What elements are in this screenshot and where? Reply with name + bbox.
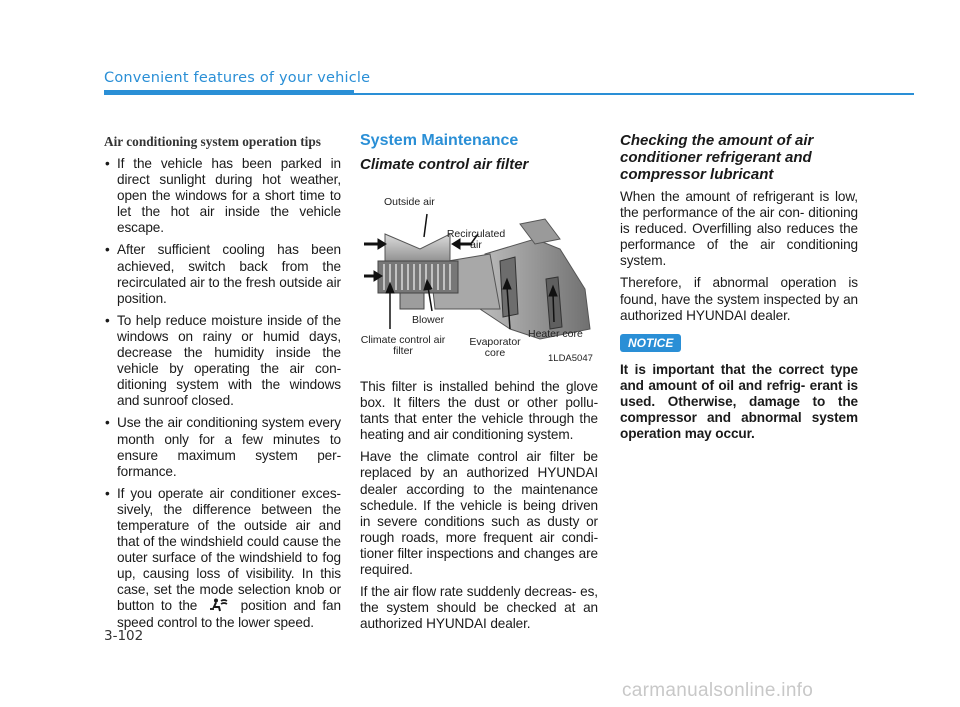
- notice-badge: NOTICE: [620, 334, 681, 352]
- label-climate-filter: Climate control air filter: [360, 334, 446, 357]
- list-item: • Use the air conditioning system every month only for a few minutes to ensure maximum system per- formance.: [104, 415, 341, 479]
- list-item: • After sufficient cooling has been achieved, switch back from the recirculated air to the fresh outside air position.: [104, 242, 341, 306]
- watermark: carmanualsonline.info: [622, 680, 814, 701]
- label-recirculated-air: Recirculated air: [446, 228, 506, 251]
- bullet5-text-after: position and fan speed control to the lower speed.: [117, 598, 341, 630]
- figure-code: 1LDA5047: [548, 353, 593, 364]
- notice-text: It is important that the correct type and amount of oil and refrig- erant is used. Otherwise, damage to the compressor and abnormal system operation may occur.: [620, 361, 858, 442]
- floor-defrost-mode-icon: [208, 598, 230, 612]
- label-evaporator: Evaporator core: [469, 336, 521, 359]
- label-blower: Blower: [412, 314, 445, 326]
- paragraph: Have the climate control air filter be replaced by an authorized HYUNDAI dealer according to the maintenance schedule. If the vehicle is being driven in severe conditions such as dusty or rough roads, more frequent air condi- tioner filter inspections and changes are required.: [360, 449, 598, 578]
- list-item: • To help reduce moisture inside of the windows on rainy or humid days, decrease the humidity inside the vehicle by operating the air con- ditioning system with the windows and sunroof closed.: [104, 313, 341, 410]
- column-1: [104, 132, 341, 637]
- paragraph: If the air flow rate suddenly decreas- es, the system should be checked at an authorized HYUNDAI dealer.: [360, 584, 598, 632]
- section-header: Convenient features of your vehicle: [104, 70, 371, 86]
- label-heater-core: Heater core: [528, 328, 583, 340]
- ac-tips-heading: Air conditioning system operation tips: [104, 134, 321, 149]
- section-title: System Maintenance: [360, 132, 519, 149]
- column-3: [620, 132, 858, 448]
- paragraph: When the amount of refrigerant is low, the performance of the air con- ditioning is reduced. Overfilling also reduces the performance of the air conditioning system.: [620, 189, 858, 269]
- ac-tips-list: [104, 156, 341, 631]
- header-rule-thin: [354, 93, 914, 95]
- blower-motor: [400, 293, 424, 309]
- list-item: [104, 486, 341, 631]
- page-number: 3-102: [104, 628, 144, 644]
- header-rule-thick: [104, 90, 354, 95]
- column-2: [360, 132, 598, 638]
- bullet5-text-before: If you operate air conditioner exces- sively, the difference between the temperature of the outside air and that of the windshield could cause the outer surface of the windshield to fog up, causing loss of visibility. In this case, set the mode selection knob or button to the: [117, 485, 341, 614]
- label-outside-air: Outside air: [384, 196, 435, 208]
- air-filter-diagram: [360, 179, 598, 369]
- paragraph: Therefore, if abnormal operation is found, have the system inspected by an authorized HYUNDAI dealer.: [620, 275, 858, 323]
- housing-top: [520, 219, 560, 244]
- list-item: • If the vehicle has been parked in direct sunlight during hot weather, open the windows for a short time to let the hot air inside the vehicle escape.: [104, 156, 341, 236]
- paragraph: This filter is installed behind the glove box. It filters the dust or other pollu- tants that enter the vehicle through the heating and air conditioning system.: [360, 379, 598, 443]
- air-intake: [385, 234, 450, 264]
- air-filter-subtitle: Climate control air filter: [360, 156, 529, 173]
- refrigerant-subtitle: Checking the amount of air conditioner refrigerant and compressor lubricant: [620, 132, 814, 183]
